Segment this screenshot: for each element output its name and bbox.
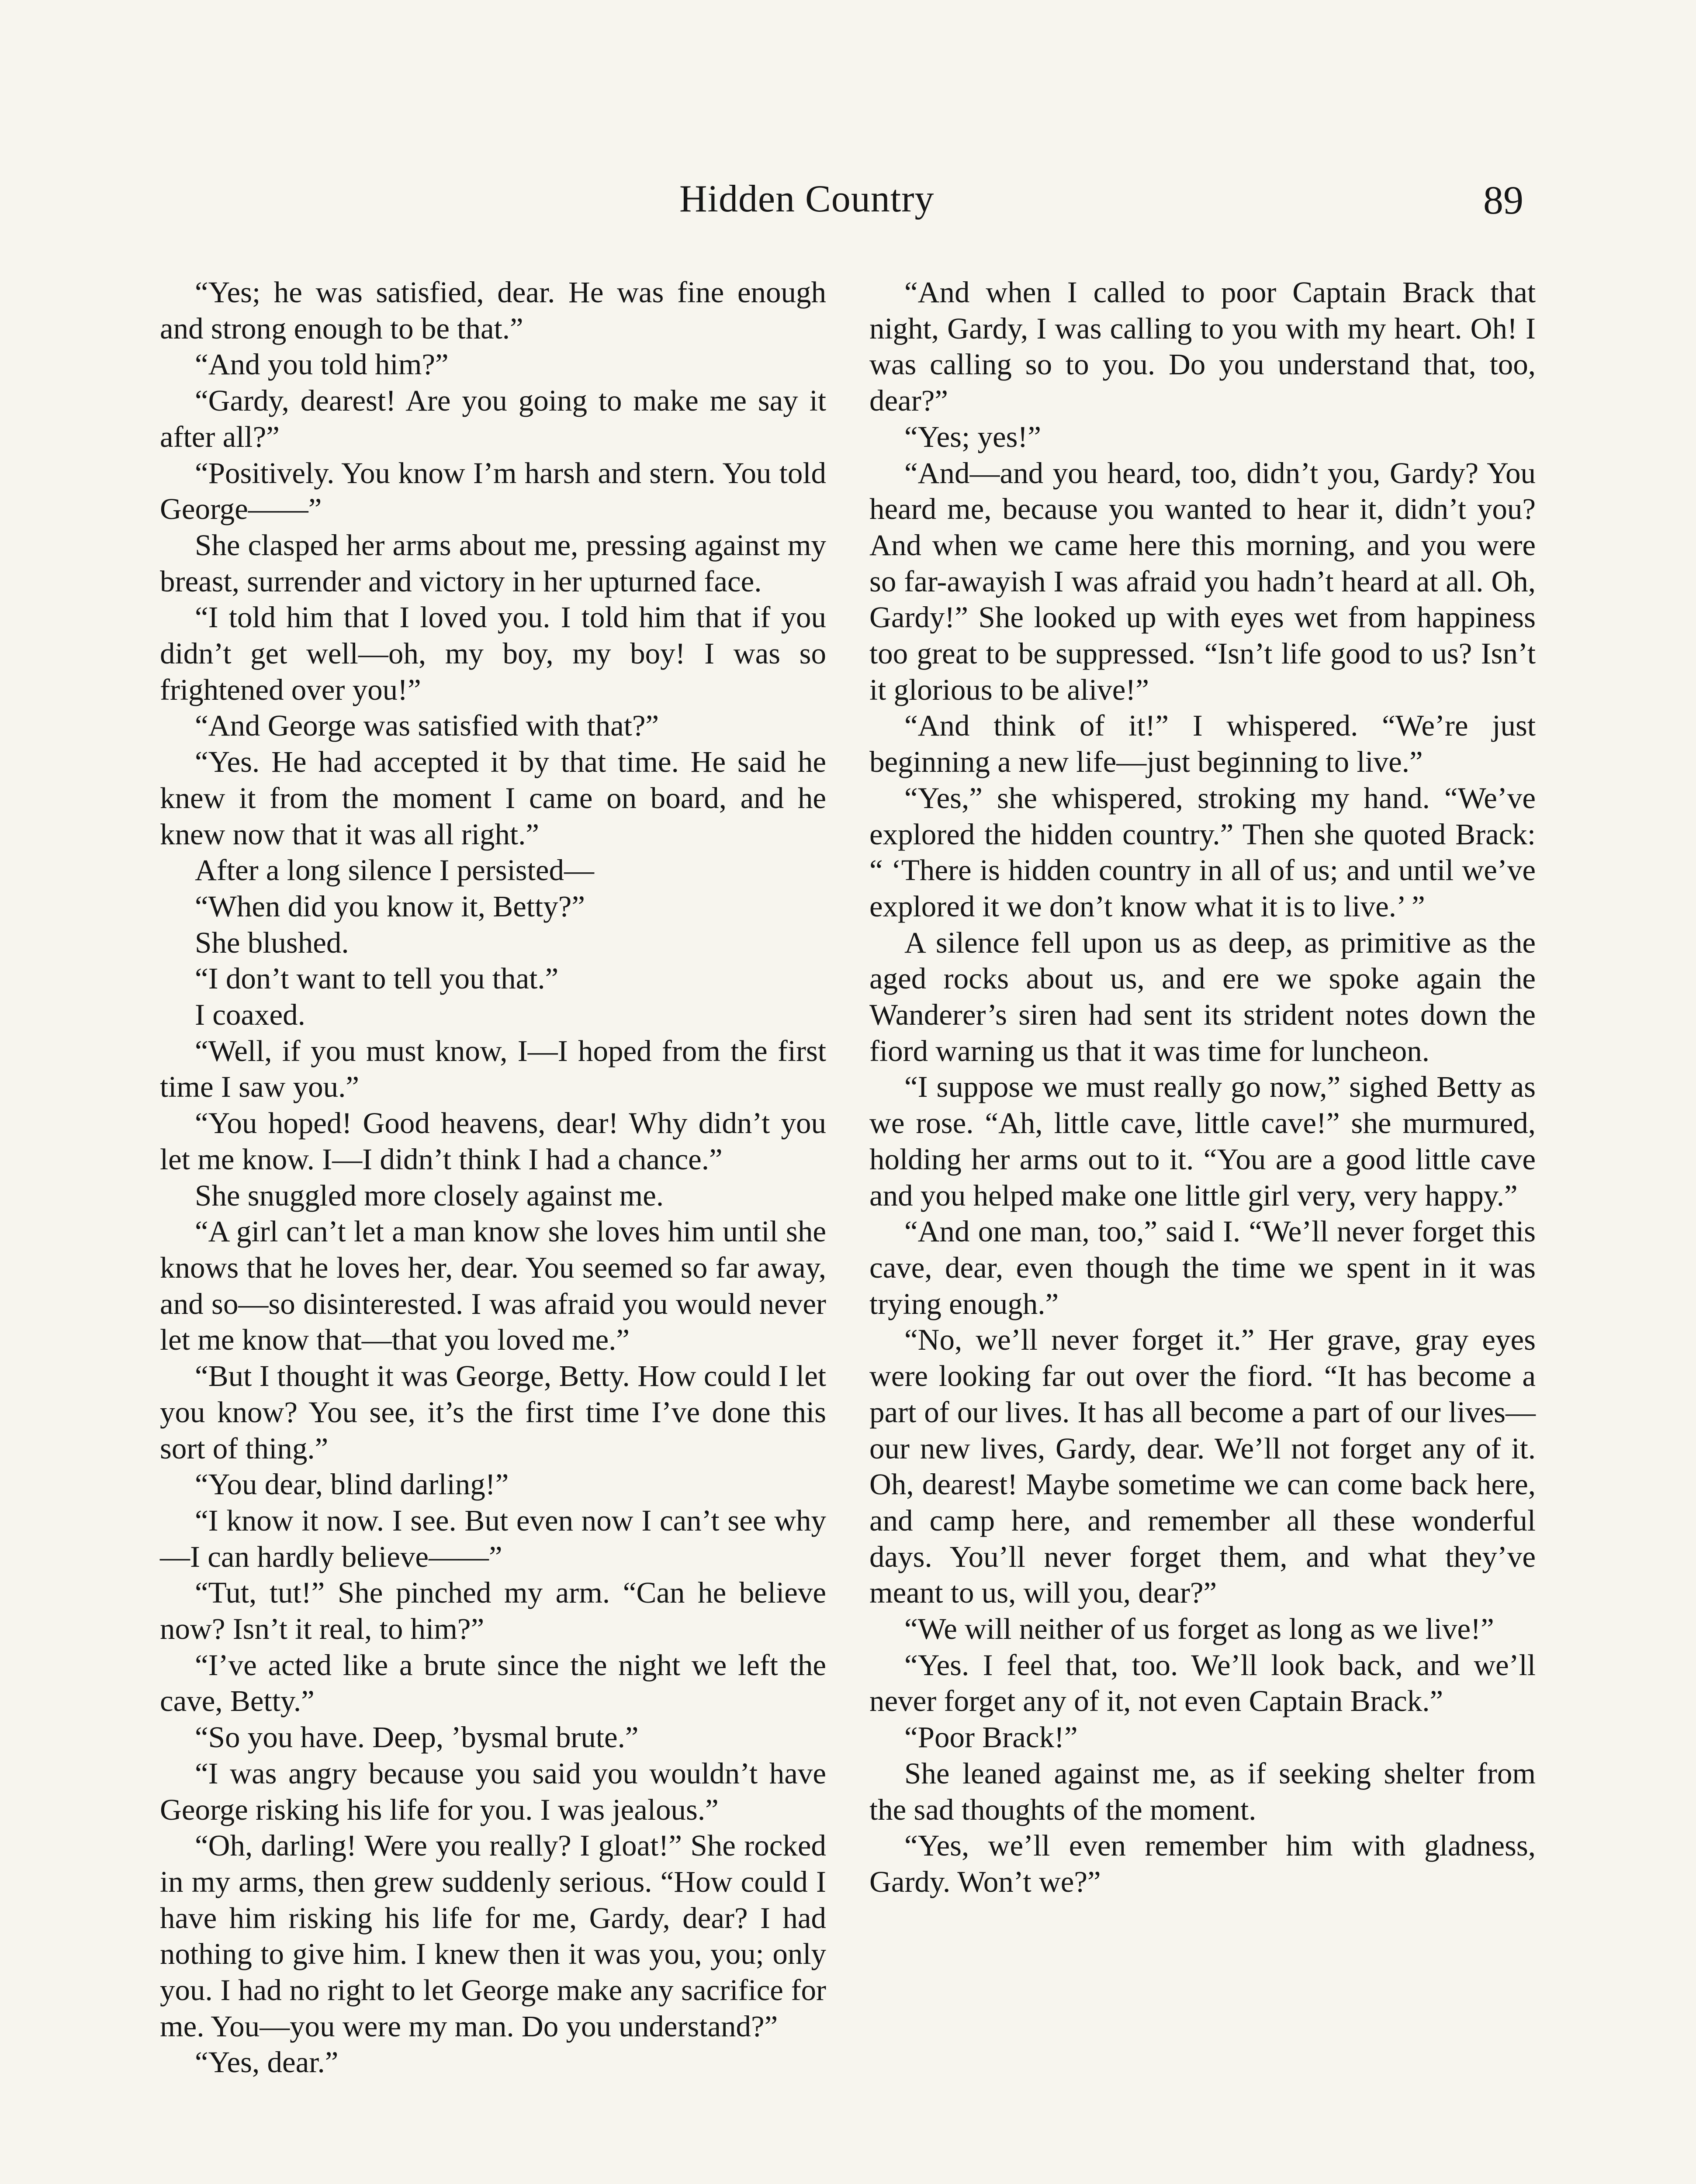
paragraph: “And when I called to poor Captain Brack that night, Gardy, I was calling to you with my heart. Oh! I was calling so to you. Do you understand that, too, dear?” — [869, 276, 1536, 418]
paragraph: “Yes. I feel that, too. We’ll look back, and we’ll never forget any of it, not even Captain Brack.” — [869, 1648, 1536, 1718]
paragraph: She blushed. — [195, 926, 349, 959]
paragraph: “You dear, blind darling!” — [195, 1468, 509, 1501]
running-title: Hidden Country — [679, 178, 935, 220]
paragraph: “A girl can’t let a man know she loves him until she knows that he loves her, dear. You seemed so far away, and so—so disinterested. I was afraid you would never let me know that—that you loved me.” — [160, 1215, 826, 1357]
paragraph: “Yes. He had accepted it by that time. He said he knew it from the moment I came on board, and he knew now that it was all right.” — [160, 745, 826, 851]
paragraph: “Poor Brack!” — [904, 1721, 1078, 1754]
paragraph: “I’ve acted like a brute since the night we left the cave, Betty.” — [160, 1648, 826, 1718]
paragraph: “Yes, dear.” — [195, 2046, 339, 2079]
paragraph: “And—and you heard, too, didn’t you, Gardy? You heard me, because you wanted to hear it, didn’t you? And when we came here this morning, and you were so far-awayish I was afraid you hadn’t heard at all. Oh, Gardy!” She looked up with eyes wet from happiness too great to be suppressed. “Isn’t life good to us? Isn’t it glorious to be alive!” — [869, 456, 1536, 706]
paragraph: “Yes; he was satisfied, dear. He was fine enough and strong enough to be that.” — [160, 276, 826, 345]
paragraph: “Tut, tut!” She pinched my arm. “Can he believe now? Isn’t it real, to him?” — [160, 1576, 826, 1646]
paragraph: “Yes; yes!” — [904, 420, 1042, 453]
paragraph: “And think of it!” I whispered. “We’re just beginning a new life—just beginning to live.” — [869, 709, 1536, 779]
paragraph: “No, we’ll never forget it.” Her grave, gray eyes were looking far out over the fiord. “It has become a part of our lives. It has all become a part of our lives—our new lives, Gardy, dear. We’ll not forget any of it. Oh, dearest! Maybe sometime we can come back here, and camp here, and remember all these wonderful days. You’ll never forget them, and what they’ve meant to us, will you, dear?” — [869, 1323, 1536, 1610]
page-number: 89 — [1483, 178, 1523, 222]
paragraph: “I was angry because you said you wouldn’t have George risking his life for you. I was jealous.” — [160, 1756, 826, 1826]
paragraph: “Gardy, dearest! Are you going to make me say it after all?” — [160, 384, 826, 453]
paragraph: “And one man, too,” said I. “We’ll never forget this cave, dear, even though the time we spent in it was trying enough.” — [869, 1215, 1536, 1320]
paragraph: “I suppose we must really go now,” sighed Betty as we rose. “Ah, little cave, little cave!” she murmured, holding her arms out to it. “You are a good little cave and you helped make one little girl very, very happy.” — [869, 1070, 1536, 1212]
paragraph: “And George was satisfied with that?” — [195, 709, 659, 743]
paragraph: “When did you know it, Betty?” — [195, 889, 585, 923]
paragraph: “Positively. You know I’m harsh and stern. You told George——” — [160, 456, 826, 526]
paragraph: I coaxed. — [195, 998, 305, 1032]
right-column — [869, 274, 1536, 1900]
left-column — [160, 274, 826, 2080]
paragraph: “You hoped! Good heavens, dear! Why didn’t you let me know. I—I didn’t think I had a chance.” — [160, 1106, 826, 1176]
paragraph: “And you told him?” — [195, 348, 449, 381]
paragraph: “Oh, darling! Were you really? I gloat!” She rocked in my arms, then grew suddenly serious. “How could I have him risking his life for me, Gardy, dear? I had nothing to give him. I knew then it was you, you; only you. I had no right to let George make any sacrifice for me. You—you were my man. Do you understand?” — [160, 1829, 826, 2043]
paragraph: She clasped her arms about me, pressing against my breast, surrender and victory in her upturned face. — [160, 528, 826, 598]
page-header — [0, 173, 1696, 238]
paragraph: “I told him that I loved you. I told him that if you didn’t get well—oh, my boy, my boy! I was so frightened over you!” — [160, 601, 826, 706]
paragraph: “Well, if you must know, I—I hoped from the first time I saw you.” — [160, 1034, 826, 1104]
paragraph: She snuggled more closely against me. — [195, 1178, 664, 1212]
paragraph: “Yes, we’ll even remember him with gladness, Gardy. Won’t we?” — [869, 1829, 1536, 1898]
paragraph: “I know it now. I see. But even now I can’t see why—I can hardly believe——” — [160, 1503, 826, 1573]
paragraph: “I don’t want to tell you that.” — [195, 962, 559, 995]
paragraph: A silence fell upon us as deep, as primitive as the aged rocks about us, and ere we spoke again the Wanderer’s siren had sent its strident notes down the fiord warning us that it was time for luncheon. — [869, 926, 1536, 1068]
paragraph: She leaned against me, as if seeking shelter from the sad thoughts of the moment. — [869, 1756, 1536, 1826]
paragraph: “We will neither of us forget as long as we live!” — [904, 1612, 1494, 1646]
paragraph: “But I thought it was George, Betty. How could I let you know? You see, it’s the first time I’ve done this sort of thing.” — [160, 1359, 826, 1465]
paragraph: “Yes,” she whispered, stroking my hand. “We’ve explored the hidden country.” Then she quoted Brack: “ ‘There is hidden country in all of us; and until we’ve explored it we don’t know what it is to live.’ ” — [869, 781, 1536, 923]
paragraph: After a long silence I persisted— — [195, 854, 594, 887]
paragraph: “So you have. Deep, ’bysmal brute.” — [195, 1721, 639, 1754]
